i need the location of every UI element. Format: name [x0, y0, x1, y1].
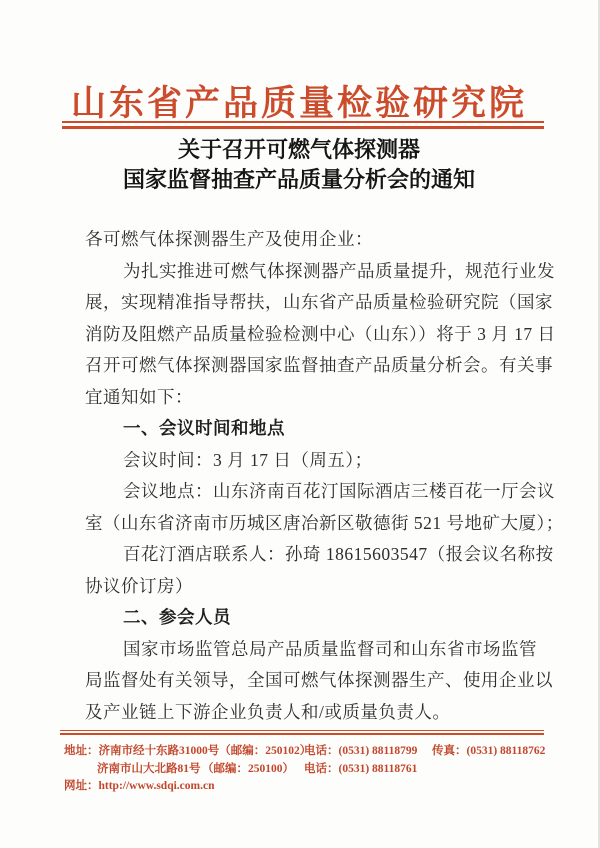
body-line: 国家市场监管总局产品质量监督司和山东省市场监管	[123, 638, 537, 659]
body-line: 及产业链上下游企业负责人和/或质量负责人。	[85, 701, 451, 722]
org-name-title: 山东省产品质量检验研究院	[70, 84, 527, 123]
footer-address-2-postcode: （邮编：250100）	[202, 762, 294, 775]
body-line: 召开可燃气体探测器国家监督抽查产品质量分析会。有关事	[85, 355, 553, 375]
body-line: 为扎实推进可燃气体探测器产品质量提升，规范行业发	[123, 260, 555, 281]
body-line-meeting-place: 会议地点：山东济南百花汀国际酒店三楼百花一厅会议	[123, 481, 555, 501]
body-line: 宜通知如下：	[85, 386, 193, 407]
body-line-salutation: 各可燃气体探测器生产及使用企业：	[85, 229, 373, 249]
header-divider	[62, 121, 544, 129]
section-heading-2: 二、参会人员	[123, 607, 231, 627]
footer-website-label: 网址：	[64, 780, 99, 792]
doc-title	[0, 135, 598, 195]
footer-address-line2	[64, 761, 546, 779]
body-line: 室（山东省济南市历城区唐冶新区敬德街 521 号地矿大厦）；	[85, 512, 564, 533]
body-line-hotel-contact: 百花汀酒店联系人：孙琦 18615603547（报会议名称按	[123, 544, 554, 564]
footer-address-2-street: 济南市山大北路81号	[97, 762, 201, 775]
notice-body	[85, 224, 564, 728]
doc-title-line2: 国家监督抽查产品质量分析会的通知	[122, 167, 475, 192]
body-line: 局监督处有关领导，全国可燃气体探测器生产、使用企业以	[85, 670, 553, 690]
footer-divider	[60, 730, 544, 735]
body-line: 消防及阻燃产品质量检验检测中心（山东））将于 3 月 17 日	[85, 323, 556, 344]
footer-fax: 传真：(0531) 88118762	[432, 745, 546, 757]
footer-address-2	[64, 761, 304, 779]
body-line-meeting-time: 会议时间：3 月 17 日（周五）；	[123, 449, 373, 470]
footer-phone-2: 电话：(0531) 88118761	[304, 762, 418, 775]
footer-website-line	[64, 778, 546, 796]
footer-contact-block	[64, 743, 546, 796]
section-heading-1: 一、会议时间和地点	[123, 418, 285, 438]
doc-title-line1: 关于召开可燃气体探测器	[177, 137, 420, 162]
footer-address-line1	[64, 743, 546, 761]
footer-phone-1: 电话：(0531) 88118799	[304, 745, 418, 757]
body-line: 协议价订房）	[85, 575, 193, 596]
body-line: 展，实现精准指导帮扶，山东省产品质量检验研究院（国家	[85, 292, 553, 312]
footer-website-url: http://www.sdqi.com.cn	[98, 780, 215, 792]
footer-address-1: 地址：济南市经十东路31000号（邮编：250102）	[64, 745, 312, 757]
